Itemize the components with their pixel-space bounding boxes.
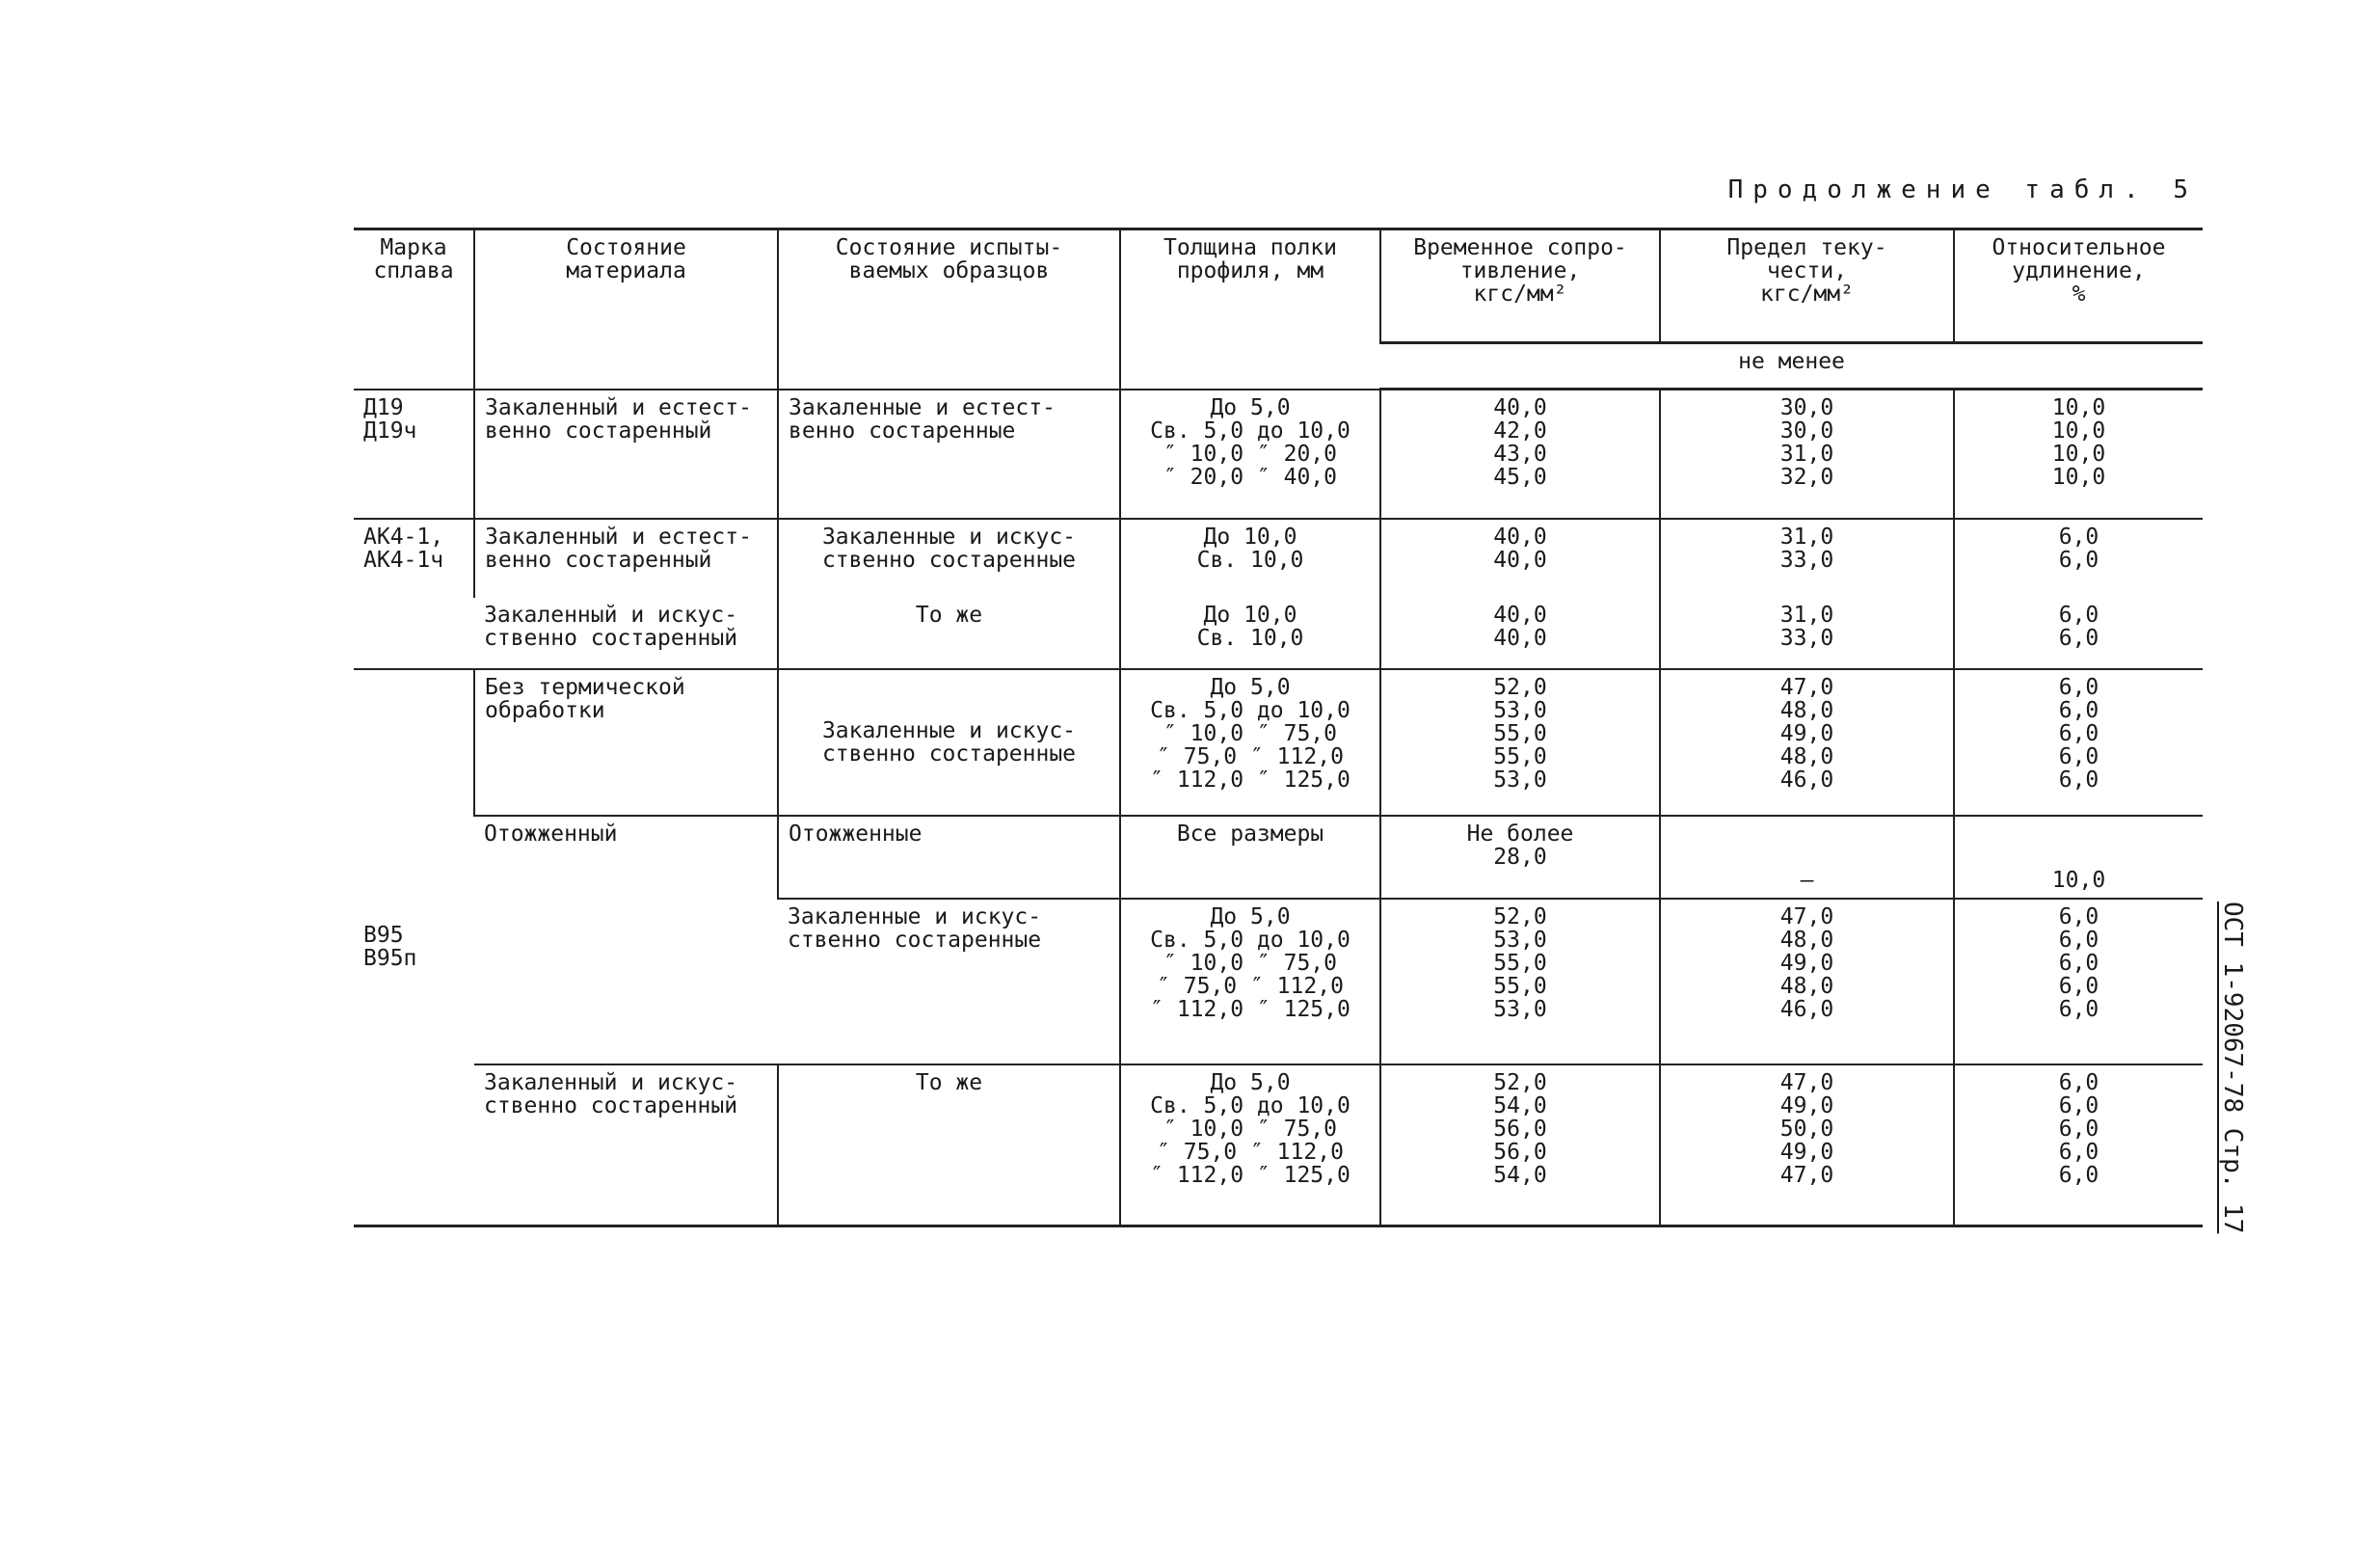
cell-grade [354,519,474,669]
cell-sample [778,519,1120,598]
cell-material [474,1064,778,1226]
cell-line: Закаленный и естест- [485,394,752,420]
cell-thickness [1120,1064,1380,1226]
cell-line: В95п [363,946,417,972]
cell-line: Св. 10,0 [1196,625,1304,651]
cell-line: 50,0 [1779,1116,1834,1142]
cell-line: Св. 5,0 до 10,0 [1150,697,1350,723]
cell-line: До 5,0 [1210,394,1291,420]
cell-yield [1660,816,1954,899]
cell-line: В95 [363,923,404,949]
cell-material [474,816,778,1064]
cell-line: тивление, [1459,258,1581,283]
cell-line: 28,0 [1493,844,1547,870]
cell-yield [1660,390,1954,519]
cell-line: 49,0 [1779,950,1834,976]
cell-line: ″ 112,0 ″ 125,0 [1150,1162,1350,1188]
cell-line: ственно состаренный [484,625,738,651]
cell-material [474,598,778,669]
properties-table [354,228,2203,1227]
cell-line: 6,0 [2058,674,2099,700]
cell-line: 47,0 [1779,674,1834,700]
cell-line: 6,0 [2058,927,2099,953]
cell-line: До 10,0 [1203,602,1297,628]
cell-line: Отожженные [789,821,923,847]
cell-line: ″ 10,0 ″ 75,0 [1163,1116,1337,1142]
header-yield [1660,229,1954,343]
cell-line: 6,0 [2058,767,2099,793]
cell-line: ственно состаренные [788,927,1042,953]
cell-line: 47,0 [1779,903,1834,929]
cell-line: чести, [1766,258,1848,283]
cell-line: Закаленные и искус- [788,903,1042,929]
cell-line: ″ 20,0 ″ 40,0 [1163,464,1337,490]
cell-grade [354,669,474,1226]
cell-line: 6,0 [2058,547,2099,573]
cell-line: 33,0 [1779,625,1834,651]
cell-line: До 5,0 [1210,903,1291,929]
table-row [354,1064,2203,1226]
cell-line: ″ 75,0 ″ 112,0 [1157,743,1344,769]
cell-line: сплава [373,258,454,283]
cell-line: венно состаренные [789,417,1016,444]
cell-line: 30,0 [1779,418,1834,444]
cell-line: 10,0 [2051,465,2106,490]
cell-line: 6,0 [2058,743,2099,769]
cell-line: ственно состаренный [484,1092,738,1118]
cell-line: 33,0 [1779,547,1834,573]
cell-line: 30,0 [1779,395,1834,420]
table-row [354,598,2203,669]
cell-line: материала [566,258,686,283]
cell-line: 6,0 [2058,973,2099,999]
cell-line: Закаленные и естест- [789,394,1056,420]
cell-line: 47,0 [1779,1162,1834,1188]
table-row [354,669,2203,816]
cell-thickness [1120,390,1380,519]
cell-line: Не более [1466,821,1574,847]
cell-line: Св. 5,0 до 10,0 [1150,1092,1350,1118]
cell-line: 6,0 [2058,697,2099,723]
cell-line: До 10,0 [1203,524,1297,550]
cell-line: 54,0 [1493,1162,1547,1188]
cell-line: 40,0 [1493,395,1547,420]
cell-line: ″ 10,0 ″ 75,0 [1163,950,1337,976]
cell-tensile [1380,390,1660,519]
cell-line: 45,0 [1493,465,1547,490]
cell-line: 53,0 [1493,767,1547,793]
cell-line: Отожженный [484,821,618,847]
cell-line: 10,0 [2051,442,2106,467]
cell-thickness [1120,598,1380,669]
cell-yield [1660,669,1954,816]
header-grade [354,229,474,390]
cell-grade [354,390,474,519]
cell-line: венно состаренный [485,547,712,573]
cell-line: 53,0 [1493,927,1547,953]
cell-line: Закаленные и искус- [821,717,1077,743]
cell-line: венно состаренный [485,417,712,444]
cell-sample [778,1064,1120,1226]
cell-yield [1660,899,1954,1064]
cell-line: 6,0 [2058,625,2099,651]
cell-line: 49,0 [1779,720,1834,746]
cell-line: Состояние [566,235,686,260]
cell-line: 40,0 [1493,524,1547,550]
cell-line: 53,0 [1493,996,1547,1022]
cell-tensile [1380,519,1660,598]
cell-line: 49,0 [1779,1092,1834,1118]
cell-line: 55,0 [1493,743,1547,769]
cell-sample [778,899,1120,1064]
cell-line: 55,0 [1493,720,1547,746]
cell-line: 48,0 [1779,973,1834,999]
cell-line: кгс/мм² [1760,282,1854,307]
cell-line: кгс/мм² [1473,282,1567,307]
cell-line: 55,0 [1493,950,1547,976]
header-sample-state [778,229,1120,390]
cell-line: АК4-1ч [363,547,444,573]
table-row [354,519,2203,598]
cell-line: Св. 5,0 до 10,0 [1150,927,1350,953]
cell-line: профиля, мм [1176,258,1324,283]
cell-yield [1660,519,1954,598]
cell-line: То же [915,602,983,628]
cell-line: Все размеры [1176,821,1324,847]
cell-line: До 5,0 [1210,1069,1291,1095]
cell-line: 6,0 [2058,1139,2099,1165]
cell-line: 31,0 [1779,524,1834,550]
cell-line: Состояние испыты- [835,235,1063,260]
cell-sample [778,598,1120,669]
cell-line: 6,0 [2058,1092,2099,1118]
cell-elongation [1954,1064,2203,1226]
cell-line: Закаленные и искус- [821,524,1077,550]
cell-line: 48,0 [1779,743,1834,769]
cell-material [474,519,778,598]
table-row [354,816,2203,899]
cell-line: 49,0 [1779,1139,1834,1165]
cell-material [474,669,778,816]
cell-line: ственно состаренные [821,741,1077,767]
cell-line: 10,0 [2051,867,2106,893]
cell-elongation [1954,598,2203,669]
cell-line: 53,0 [1493,697,1547,723]
cell-sample [778,669,1120,816]
cell-line: Св. 10,0 [1196,547,1304,573]
cell-thickness [1120,816,1380,899]
cell-material [474,390,778,519]
cell-line: 52,0 [1493,674,1547,700]
cell-line: Предел теку- [1726,235,1887,260]
cell-line: Д19ч [363,417,417,444]
cell-line: 6,0 [2058,996,2099,1022]
cell-line: 46,0 [1779,996,1834,1022]
cell-tensile [1380,669,1660,816]
cell-line: 10,0 [2051,395,2106,420]
cell-line: ″ 75,0 ″ 112,0 [1157,1139,1344,1165]
table-caption: Продолжение табл. 5 [1727,175,2198,204]
cell-line: 6,0 [2058,950,2099,976]
cell-yield [1660,598,1954,669]
table-row [354,390,2203,519]
cell-tensile [1380,816,1660,899]
cell-line: ″ 112,0 ″ 125,0 [1150,996,1350,1022]
cell-tensile [1380,598,1660,669]
cell-line: удлинение, [2012,258,2146,283]
cell-line: 6,0 [2058,1069,2099,1095]
cell-line: 31,0 [1779,442,1834,467]
cell-line: АК4-1, [363,524,444,550]
cell-line: Закаленный и естест- [485,524,752,550]
cell-line: ваемых образцов [848,258,1050,283]
cell-line: % [2072,282,2086,307]
cell-elongation [1954,899,2203,1064]
header-material-state [474,229,778,390]
cell-line: 10,0 [2051,418,2106,444]
cell-line: ″ 112,0 ″ 125,0 [1150,767,1350,793]
cell-line: 40,0 [1493,602,1547,628]
cell-line: 40,0 [1493,547,1547,573]
cell-line: 55,0 [1493,973,1547,999]
header-not-less: не менее [1380,343,2203,390]
cell-line: Св. 5,0 до 10,0 [1150,417,1350,444]
header-elongation [1954,229,2203,343]
cell-line: 47,0 [1779,1069,1834,1095]
cell-line: 56,0 [1493,1116,1547,1142]
cell-line: ″ 10,0 ″ 20,0 [1163,441,1337,467]
cell-thickness [1120,669,1380,816]
cell-line: Относительное [1992,235,2166,260]
cell-elongation [1954,390,2203,519]
cell-line: Марка [380,235,447,260]
document-code: ОСТ 1-92067-78 Стр. 17 [2218,902,2247,1234]
cell-line: 40,0 [1493,625,1547,651]
cell-line: 6,0 [2058,602,2099,628]
cell-line: 43,0 [1493,442,1547,467]
cell-line: Толщина полки [1163,235,1337,260]
cell-line: Закаленный и искус- [484,1069,738,1095]
cell-line: Временное сопро- [1413,235,1627,260]
cell-line: 6,0 [2058,1116,2099,1142]
cell-elongation [1954,816,2203,899]
cell-tensile [1380,899,1660,1064]
header-thickness [1120,229,1380,390]
cell-elongation [1954,669,2203,816]
cell-sample [778,390,1120,519]
cell-line: 6,0 [2058,1162,2099,1188]
cell-line: обработки [485,697,605,723]
cell-line: 48,0 [1779,927,1834,953]
cell-line: То же [915,1069,983,1095]
cell-line: До 5,0 [1210,674,1291,700]
cell-line: Закаленный и искус- [484,602,738,628]
cell-line: 52,0 [1493,1069,1547,1095]
cell-line: ″ 10,0 ″ 75,0 [1163,720,1337,746]
cell-line: 6,0 [2058,903,2099,929]
cell-line: 46,0 [1779,767,1834,793]
cell-line: 6,0 [2058,720,2099,746]
cell-line: 54,0 [1493,1092,1547,1118]
cell-tensile [1380,1064,1660,1226]
cell-line: ″ 75,0 ″ 112,0 [1157,973,1344,999]
cell-line: – [1800,867,1814,893]
header-tensile [1380,229,1660,343]
cell-line: ственно состаренные [821,547,1077,573]
cell-line: 48,0 [1779,697,1834,723]
cell-line: 31,0 [1779,602,1834,628]
cell-yield [1660,1064,1954,1226]
cell-line: Без термической [485,674,685,700]
cell-line: Д19 [363,394,404,420]
cell-line: 42,0 [1493,418,1547,444]
cell-line: 56,0 [1493,1139,1547,1165]
cell-thickness [1120,899,1380,1064]
cell-sample [778,816,1120,899]
cell-line: 52,0 [1493,903,1547,929]
cell-line: 6,0 [2058,524,2099,550]
cell-thickness [1120,519,1380,598]
cell-elongation [1954,519,2203,598]
cell-line: 32,0 [1779,465,1834,490]
